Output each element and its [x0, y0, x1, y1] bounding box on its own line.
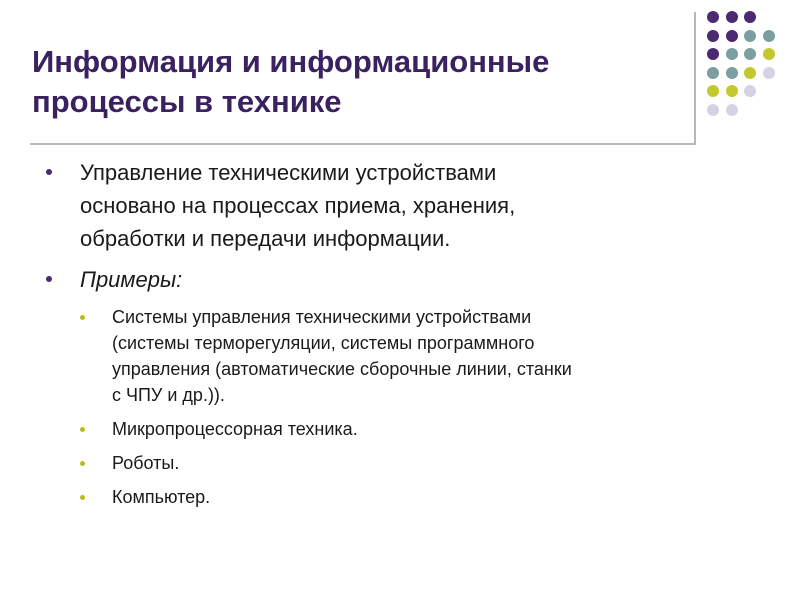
dot-lime [726, 85, 738, 97]
text-line: основано на процессах приема, хранения, [80, 193, 516, 218]
dot-purple [726, 11, 738, 23]
dot-teal [726, 48, 738, 60]
bullet-dot [46, 169, 52, 175]
title-line-2: процессы в технике [32, 84, 342, 119]
dot-lime [763, 48, 775, 60]
sub-item-microprocessor [80, 416, 744, 442]
dot-teal [744, 30, 756, 42]
examples-label: Примеры: [80, 267, 183, 292]
dot-purple [726, 30, 738, 42]
text-line: Системы управления техническими устройствами [112, 307, 532, 327]
slide-title [32, 42, 692, 122]
sub-bullet-dot [80, 495, 85, 500]
text-line: с ЧПУ и др.)). [112, 385, 225, 405]
text-line: Управление техническими устройствами [80, 160, 497, 185]
text-line: (системы терморегуляции, системы программного [112, 333, 535, 353]
dot-grid-decoration [707, 11, 800, 131]
title-line-1: Информация и информационные [32, 44, 550, 79]
dot-teal [763, 30, 775, 42]
text-line: Компьютер. [112, 487, 211, 507]
dot-lavender [726, 104, 738, 116]
horizontal-divider [30, 143, 696, 145]
sub-item-computer [80, 484, 744, 510]
bullet-list [44, 156, 744, 518]
dot-purple [707, 11, 719, 23]
dot-purple [707, 48, 719, 60]
vertical-divider [694, 12, 696, 145]
sub-bullet-dot [80, 461, 85, 466]
bullet-item-examples [44, 263, 744, 510]
dot-purple [744, 11, 756, 23]
examples-sublist [80, 304, 744, 510]
dot-lime [744, 67, 756, 79]
dot-lime [707, 85, 719, 97]
sub-item-control-systems [80, 304, 744, 408]
dot-lavender [744, 85, 756, 97]
bullet-dot [46, 276, 52, 282]
text-line: Роботы. [112, 453, 180, 473]
dot-purple [707, 30, 719, 42]
sub-bullet-dot [80, 315, 85, 320]
text-line: Микропроцессорная техника. [112, 419, 358, 439]
sub-bullet-dot [80, 427, 85, 432]
dot-teal [744, 48, 756, 60]
bullet-item-control [44, 156, 744, 255]
dot-teal [707, 67, 719, 79]
sub-item-robots [80, 450, 744, 476]
text-line: обработки и передачи информации. [80, 226, 451, 251]
dot-lavender [707, 104, 719, 116]
dot-lavender [763, 67, 775, 79]
text-line: управления (автоматические сборочные линии, станки [112, 359, 572, 379]
dot-teal [726, 67, 738, 79]
